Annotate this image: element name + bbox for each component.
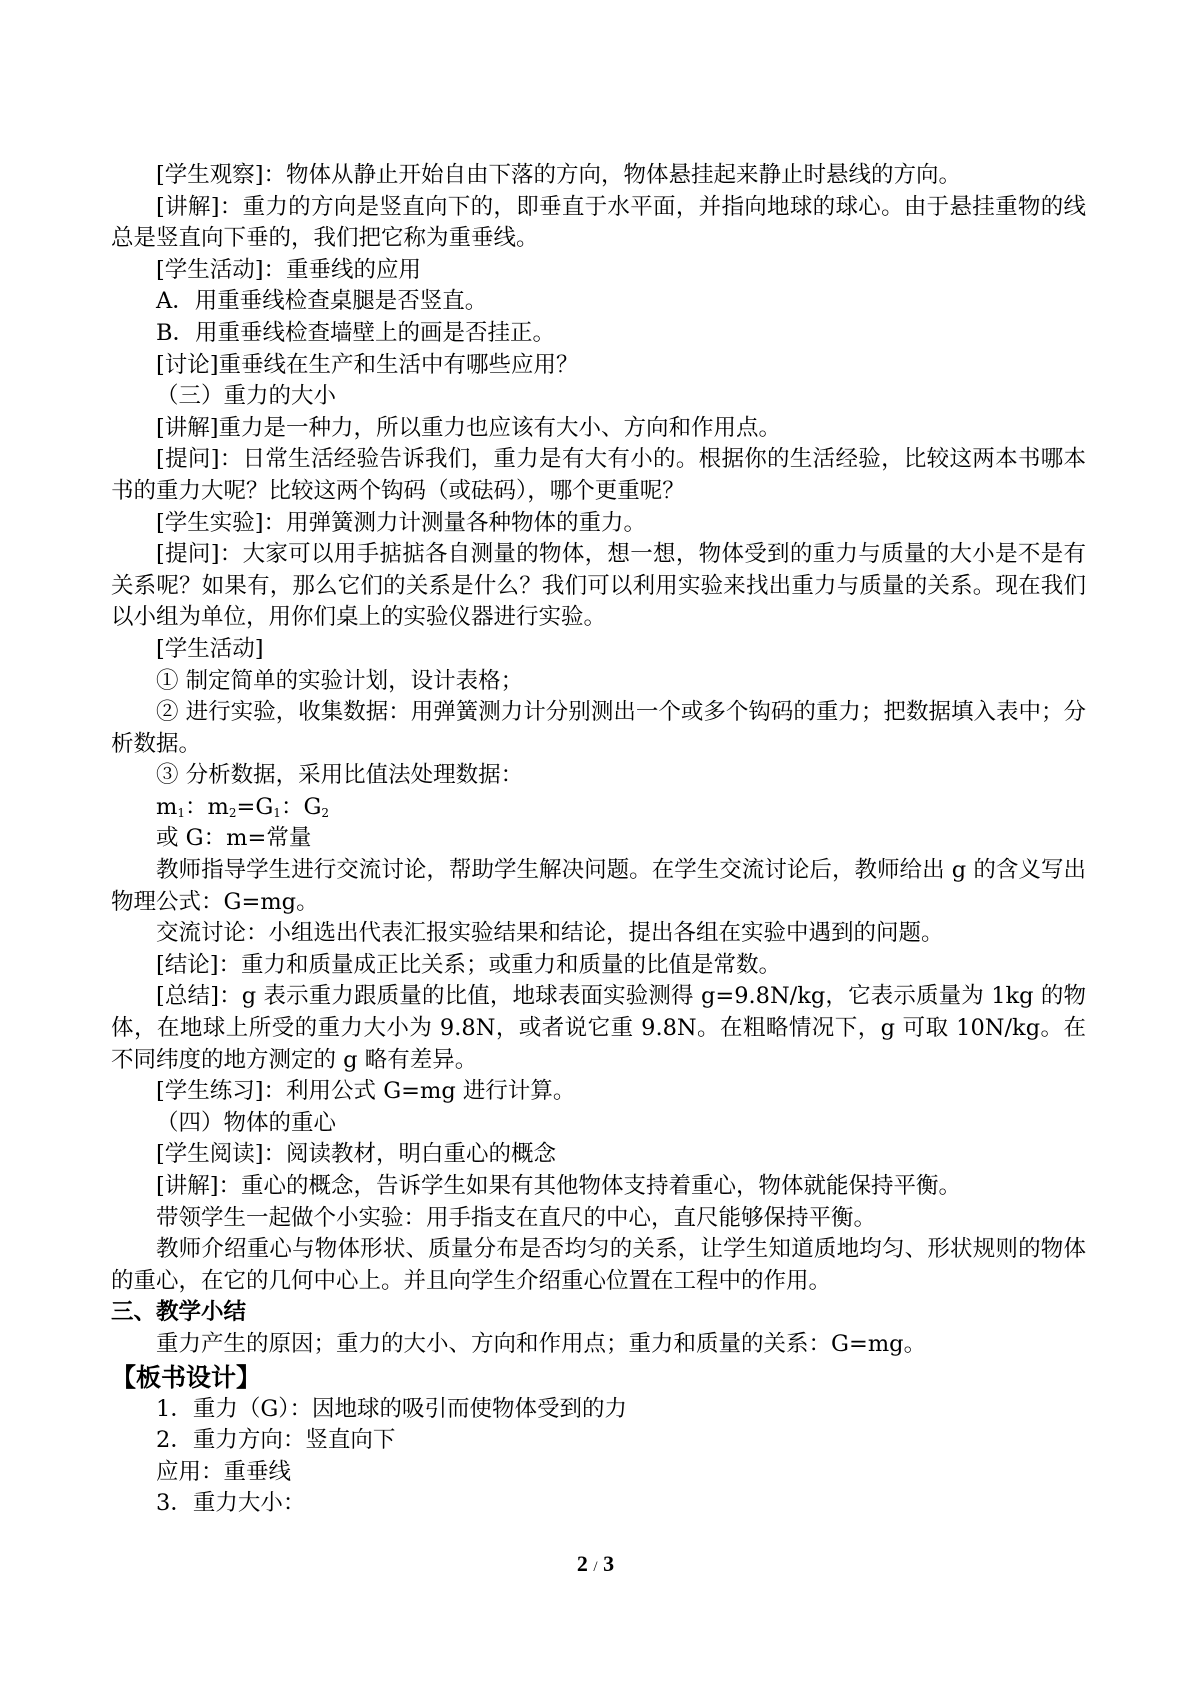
section-heading: 三、教学小结	[111, 1299, 247, 1326]
paragraph: [讨论]重垂线在生产和生活中有哪些应用？	[156, 351, 579, 378]
paragraph: 教师介绍重心与物体形状、质量分布是否均匀的关系，让学生知道质地均匀、形状规则的物体的重心，在它的几何中心上。并且向学生介绍重心位置在工程中的作用。	[111, 1236, 1086, 1294]
page-number	[0, 1551, 1191, 1577]
paragraph: 带领学生一起做个小实验：用手指支在直尺的中心，直尺能够保持平衡。	[156, 1204, 877, 1231]
page-separator: /	[593, 1559, 598, 1575]
document-body	[111, 160, 1086, 1520]
formula-subscript: 1	[177, 805, 185, 820]
formula-subscript: 2	[321, 805, 330, 820]
subsection-heading: （四）物体的重心	[156, 1109, 337, 1136]
paragraph: B．用重垂线检查墙壁上的画是否挂正。	[156, 319, 556, 346]
paragraph: [学生阅读]：阅读教材，明白重心的概念	[156, 1141, 557, 1168]
paragraph: [学生活动]：重垂线的应用	[156, 256, 422, 283]
board-design-title: 【板书设计】	[111, 1362, 262, 1392]
formula-part: =G	[236, 793, 274, 820]
paragraph: ② 进行实验，收集数据：用弹簧测力计分别测出一个或多个钩码的重力；把数据填入表中；分析数据。	[111, 699, 1086, 757]
paragraph: [结论]：重力和质量成正比关系；或重力和质量的比值是常数。	[156, 951, 782, 978]
formula-part: m	[156, 793, 178, 820]
formula-part: ：m	[184, 793, 229, 820]
paragraph: 或 G：m=常量	[156, 825, 312, 852]
board-item: 3．重力大小：	[156, 1490, 306, 1517]
paragraph: 交流讨论：小组选出代表汇报实验结果和结论，提出各组在实验中遇到的问题。	[156, 920, 944, 947]
page-total: 3	[603, 1551, 615, 1576]
board-item: 应用：重垂线	[156, 1458, 292, 1485]
formula-part: ：G	[280, 793, 322, 820]
formula-subscript: 2	[228, 805, 237, 820]
paragraph: [总结]：g 表示重力跟质量的比值，地球表面实验测得 g=9.8N/kg，它表示质量为 1kg 的物体，在地球上所受的重力大小为 9.8N，或者说它重 9.8N。在粗略情况下，g 可取 10N/kg。在不同纬度的地方测定的 g 略有差异。	[111, 983, 1086, 1073]
paragraph: A．用重垂线检查桌腿是否竖直。	[156, 288, 488, 315]
paragraph: ① 制定简单的实验计划，设计表格；	[156, 667, 524, 694]
paragraph: 教师指导学生进行交流讨论，帮助学生解决问题。在学生交流讨论后，教师给出 g 的含义写出物理公式：G=mg。	[111, 857, 1086, 915]
ratio-formula	[111, 792, 1086, 824]
board-item: 1．重力（G）：因地球的吸引而使物体受到的力	[156, 1395, 628, 1422]
paragraph: [学生实验]：用弹簧测力计测量各种物体的重力。	[156, 509, 647, 536]
paragraph: [讲解]重力是一种力，所以重力也应该有大小、方向和作用点。	[156, 414, 782, 441]
paragraph: [提问]：日常生活经验告诉我们，重力是有大有小的。根据你的生活经验，比较这两本书哪本书的重力大呢？比较这两个钩码（或砝码），哪个更重呢？	[111, 446, 1086, 504]
summary-text: 重力产生的原因；重力的大小、方向和作用点；重力和质量的关系：G=mg。	[156, 1330, 927, 1357]
paragraph: [学生观察]：物体从静止开始自由下落的方向，物体悬挂起来静止时悬线的方向。	[156, 162, 962, 188]
paragraph: [学生活动]	[156, 635, 264, 662]
paragraph: [讲解]：重力的方向是竖直向下的，即垂直于水平面，并指向地球的球心。由于悬挂重物的线总是竖直向下垂的，我们把它称为重垂线。	[111, 193, 1086, 252]
paragraph: [学生练习]：利用公式 G=mg 进行计算。	[156, 1078, 576, 1105]
subsection-heading: （三）重力的大小	[156, 383, 337, 410]
paragraph: [讲解]：重心的概念，告诉学生如果有其他物体支持着重心，物体就能保持平衡。	[156, 1173, 962, 1199]
formula-subscript: 1	[273, 805, 281, 820]
page-current: 2	[576, 1551, 588, 1576]
board-item: 2．重力方向：竖直向下	[156, 1427, 396, 1454]
paragraph: ③ 分析数据，采用比值法处理数据：	[156, 762, 524, 789]
paragraph: [提问]：大家可以用手掂掂各自测量的物体，想一想，物体受到的重力与质量的大小是不是有关系呢？如果有，那么它们的关系是什么？我们可以利用实验来找出重力与质量的关系。现在我们以小组为单位，用你们桌上的实验仪器进行实验。	[111, 541, 1086, 631]
